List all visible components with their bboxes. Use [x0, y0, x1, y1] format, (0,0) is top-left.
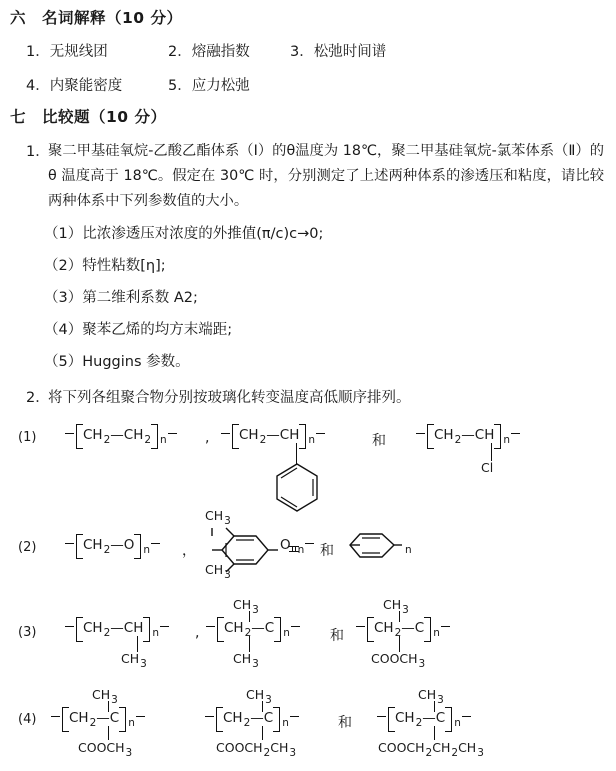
repeat-bracket: $CH_2—C$: [367, 620, 431, 639]
repeat-index: n: [308, 434, 315, 446]
group-2-label: (2): [18, 540, 37, 555]
repeat-index: n: [297, 544, 305, 556]
bond: [291, 626, 300, 627]
group-2-separator: ，: [182, 543, 196, 559]
item-label: 2．: [168, 44, 192, 60]
substituent-CH3: $CH_3$: [121, 651, 147, 670]
group-4-structure-2: [204, 710, 300, 729]
group-3-comma: ,: [195, 625, 200, 641]
bond: [462, 716, 471, 717]
section-six-item-1: [26, 40, 108, 61]
section-six-item-3: [290, 40, 386, 61]
section-seven-heading: [10, 105, 166, 127]
group-1-conjunction: 和: [372, 433, 386, 449]
repeat-index: n: [454, 717, 461, 729]
group-2-conjunction: 和: [320, 543, 334, 559]
bond-vertical: [262, 726, 263, 740]
bond: [377, 716, 386, 717]
phenylene-ring-icon: [348, 524, 410, 566]
bond-vertical: [249, 636, 250, 652]
item-text: 熔融指数: [191, 44, 250, 60]
bond: [290, 716, 299, 717]
bond-vertical: [399, 636, 400, 652]
bond: [316, 433, 325, 434]
section-seven-number: 七: [10, 108, 27, 126]
group-1-structure-1: [64, 427, 178, 446]
repeat-bracket: $CH_2—CH_2$: [76, 427, 158, 446]
substituent-CH3-top: $CH_3$: [383, 597, 409, 616]
group-4-structure-3: [376, 710, 472, 729]
section-six-item-4: [26, 74, 122, 95]
item-text: 无规线团: [49, 44, 108, 60]
question-1-sub-3: （3）第二维利系数 A2;: [44, 290, 198, 306]
repeat-index: n: [405, 544, 412, 556]
group-3-structure-1: [64, 620, 170, 639]
bond: [305, 543, 314, 544]
item-text: 松弛时间谱: [313, 44, 387, 60]
question-1-sub-5: （5）Huggins 参数。: [44, 354, 190, 370]
repeat-bracket: $CH_2—CH$: [427, 427, 501, 446]
substituent-CH3-top: $CH_3$: [418, 687, 444, 706]
substituent-COOCH2CH2CH3: $COOCH_2CH_2CH_3$: [378, 740, 484, 759]
bond: [160, 626, 169, 627]
bond: [65, 433, 74, 434]
repeat-bracket: $CH_2—O$: [76, 537, 141, 556]
question-2-label: 2．: [26, 390, 50, 406]
substituent-COOCH3: $COOCH_3$: [78, 740, 133, 759]
question-1-sub-2: （2）特性粘数[η];: [44, 258, 166, 274]
item-label: 4．: [26, 78, 50, 94]
question-1-sub-1: （1）比浓渗透压对浓度的外推值(π/c)c→0;: [44, 226, 324, 242]
repeat-bracket: $CH_2—C$: [62, 710, 126, 729]
repeat-index: n: [503, 434, 510, 446]
substituent-COOCH3: $COOCH_3$: [371, 651, 426, 670]
repeat-bracket: $CH_2—C$: [216, 710, 280, 729]
repeat-index: n: [152, 627, 159, 639]
repeat-index: n: [282, 717, 289, 729]
group-3-conjunction: 和: [330, 628, 344, 644]
section-seven-title: 比较题（10 分）: [42, 108, 167, 126]
item-label: 5．: [168, 78, 192, 94]
bond: [206, 626, 215, 627]
repeat-index: n: [433, 627, 440, 639]
repeat-index: n: [128, 717, 135, 729]
substituent-CH3-top: $CH_3$: [92, 687, 118, 706]
section-six-heading: [10, 6, 182, 28]
section-six-item-5: [168, 74, 250, 95]
bond: [65, 543, 74, 544]
section-six-title: 名词解释（10 分）: [42, 9, 183, 27]
bond: [441, 626, 450, 627]
phenyl-ring-icon: [274, 462, 320, 512]
group-1-structure-3: [415, 427, 521, 446]
group-1-structure-2: [220, 427, 326, 446]
substituent-CH3-top: $CH_3$: [205, 508, 231, 527]
bond: [221, 433, 230, 434]
question-1-sub-4: （4）聚苯乙烯的均方末端距;: [44, 322, 233, 338]
bond-vertical: [108, 726, 109, 740]
substituent-CH3-bottom: $CH_3$: [233, 651, 259, 670]
group-4-label: (4): [18, 712, 37, 727]
repeat-bracket: $CH_2—C$: [388, 710, 452, 729]
item-text: 内聚能密度: [49, 78, 123, 94]
bond-vertical: [137, 636, 138, 652]
section-six-item-2: [168, 40, 250, 61]
section-six-number: 六: [10, 9, 27, 27]
group-4-conjunction: 和: [338, 715, 352, 731]
bond: [65, 626, 74, 627]
repeat-index: n: [160, 434, 167, 446]
bond-vertical: [491, 443, 492, 461]
group-4-structure-1: [50, 710, 146, 729]
question-2-text: 将下列各组聚合物分别按玻璃化转变温度高低顺序排列。: [48, 390, 411, 406]
bond: [168, 433, 177, 434]
bond: [51, 716, 60, 717]
substituent-CH3-top: $CH_3$: [233, 597, 259, 616]
oxygen-atom: O: [280, 537, 291, 553]
bond-vertical: [434, 726, 435, 740]
bond: [205, 716, 214, 717]
question-1-label: 1．: [26, 144, 50, 160]
repeat-bracket: $CH_2—C$: [217, 620, 281, 639]
substituent-CH3-top: $CH_3$: [246, 687, 272, 706]
item-text: 应力松弛: [191, 78, 250, 94]
bond: [151, 543, 160, 544]
bond: [511, 433, 520, 434]
substituent-CH3-bottom: $CH_3$: [205, 562, 231, 581]
group-3-label: (3): [18, 625, 37, 640]
group-2-structure-3-index: [404, 537, 412, 556]
group-1-comma: ,: [205, 430, 210, 446]
item-label: 1．: [26, 44, 50, 60]
bond: [136, 716, 145, 717]
bond: [356, 626, 365, 627]
group-2-structure-1: [64, 537, 161, 556]
substituent-COOCH2CH3: $COOCH_2CH_3$: [216, 740, 297, 759]
question-1-text: 聚二甲基硅氧烷-乙酸乙酯体系（Ⅰ）的θ温度为 18℃，聚二甲基硅氧烷-氯苯体系（Ⅱ）的θ 温度高于 18℃。假定在 30℃ 时，分别测定了上述两种体系的渗透压和粘度，请比较两种体系中下列参数值的大小。: [48, 143, 604, 209]
substituent-Cl: Cl: [481, 460, 494, 475]
group-3-structure-3: [355, 620, 451, 639]
group-1-label: (1): [18, 430, 37, 445]
repeat-index: n: [283, 627, 290, 639]
group-3-structure-2: [205, 620, 301, 639]
repeat-bracket: $CH_2—CH$: [232, 427, 306, 446]
bond: [416, 433, 425, 434]
group-2-structure-2-tail: [280, 537, 315, 556]
repeat-bracket: $CH_2—CH$: [76, 620, 150, 639]
item-label: 3．: [290, 44, 314, 60]
repeat-index: n: [143, 544, 151, 556]
